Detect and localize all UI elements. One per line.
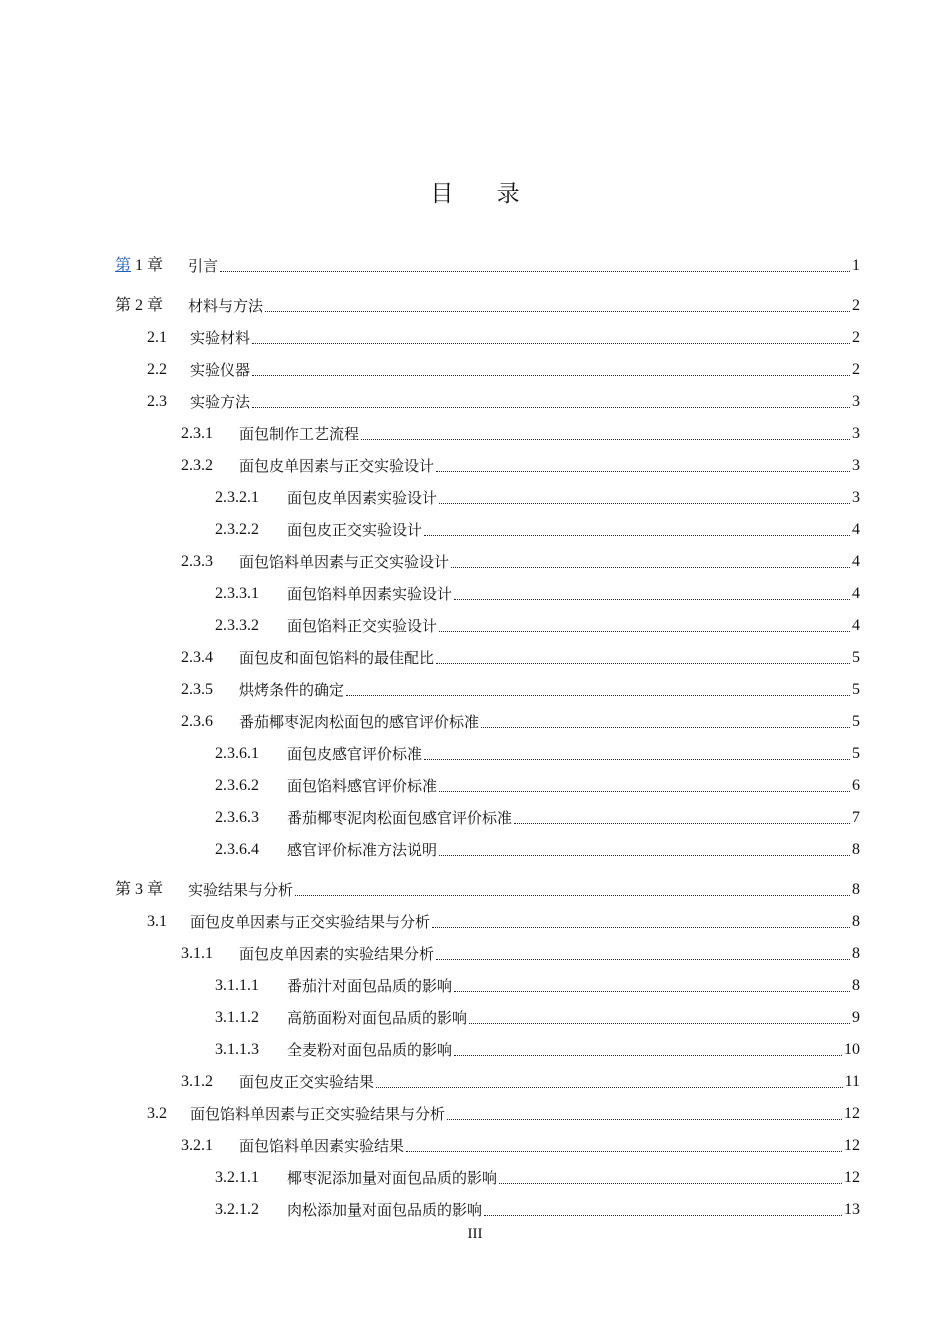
- dot-leader: [346, 694, 850, 696]
- toc-entry[interactable]: [115, 636, 860, 668]
- toc-entry-number: 2.3.3: [181, 553, 213, 570]
- toc-entry[interactable]: [115, 764, 860, 796]
- toc-entry-page: 3: [852, 425, 860, 442]
- toc-entry-number: 2.3.6.1: [215, 745, 259, 762]
- toc-entry-number: 3.2.1.1: [215, 1169, 259, 1186]
- toc-entry-title: 面包馅料单因素实验结果: [239, 1137, 405, 1155]
- toc-entry-page: 8: [852, 945, 860, 962]
- toc-entry[interactable]: [115, 900, 860, 932]
- dot-leader: [439, 502, 850, 504]
- toc-entry-title: 感官评价标准方法说明: [287, 841, 438, 859]
- toc-entry[interactable]: [115, 244, 860, 276]
- toc-entry-number: 3.1.1.3: [215, 1041, 259, 1058]
- toc-entry-number: 2.3.6.4: [215, 841, 259, 858]
- table-of-contents: [115, 244, 860, 1220]
- dot-leader: [432, 926, 850, 928]
- toc-entry-number: 2.3.6: [181, 713, 213, 730]
- dot-leader: [439, 630, 850, 632]
- toc-entry[interactable]: [115, 1188, 860, 1220]
- toc-entry-number: 第 3 章: [115, 881, 164, 898]
- toc-entry-number: 2.3.3.1: [215, 585, 259, 602]
- toc-entry-page: 5: [852, 713, 860, 730]
- dot-leader: [436, 958, 850, 960]
- toc-entry-number: 3.1.1.2: [215, 1009, 259, 1026]
- toc-entry-page: 4: [852, 521, 860, 538]
- toc-entry-number: 3.1.1: [181, 945, 213, 962]
- toc-entry-title: 材料与方法: [188, 297, 264, 315]
- page-number-footer: III: [467, 1226, 483, 1242]
- dot-leader: [484, 1214, 842, 1216]
- toc-entry[interactable]: [115, 732, 860, 764]
- toc-entry[interactable]: [115, 1060, 860, 1092]
- dot-leader: [252, 374, 850, 376]
- toc-entry-title: 面包馅料单因素与正交实验结果与分析: [190, 1105, 446, 1123]
- toc-entry[interactable]: [115, 316, 860, 348]
- dot-leader: [469, 1022, 850, 1024]
- toc-entry[interactable]: [115, 868, 860, 900]
- toc-entry-title: 面包馅料感官评价标准: [287, 777, 438, 795]
- toc-entry-number: 2.3.2.2: [215, 521, 259, 538]
- toc-entry-title: 高筋面粉对面包品质的影响: [287, 1009, 468, 1027]
- toc-entry-title: 实验仪器: [190, 361, 251, 379]
- toc-entry-title: 实验方法: [190, 393, 251, 411]
- toc-entry-number: 2.3.5: [181, 681, 213, 698]
- toc-entry-number: 2.3.6.3: [215, 809, 259, 826]
- dot-leader: [447, 1118, 842, 1120]
- toc-entry-page: 8: [852, 977, 860, 994]
- toc-entry-number: 2.3.2: [181, 457, 213, 474]
- dot-leader: [454, 598, 850, 600]
- toc-entry-title: 面包馅料单因素与正交实验设计: [239, 553, 450, 571]
- dot-leader: [514, 822, 850, 824]
- toc-entry-page: 6: [852, 777, 860, 794]
- toc-entry-page: 12: [844, 1169, 860, 1186]
- dot-leader: [436, 470, 850, 472]
- toc-entry-number: 2.3.6.2: [215, 777, 259, 794]
- toc-entry-page: 5: [852, 649, 860, 666]
- toc-entry-number: 2.2: [147, 361, 167, 378]
- toc-entry[interactable]: [115, 508, 860, 540]
- toc-entry-title: 全麦粉对面包品质的影响: [287, 1041, 453, 1059]
- toc-entry-number: 3.1.1.1: [215, 977, 259, 994]
- toc-entry[interactable]: [115, 412, 860, 444]
- dot-leader: [451, 566, 850, 568]
- toc-entry[interactable]: [115, 380, 860, 412]
- toc-entry-page: 7: [852, 809, 860, 826]
- toc-entry[interactable]: [115, 348, 860, 380]
- toc-entry-number: 3.2.1: [181, 1137, 213, 1154]
- toc-entry-title: 面包皮正交实验设计: [287, 521, 423, 539]
- toc-entry-page: 3: [852, 393, 860, 410]
- dot-leader: [439, 790, 850, 792]
- toc-entry-title: 引言: [188, 257, 219, 275]
- toc-entry-title: 面包皮感官评价标准: [287, 745, 423, 763]
- dot-leader: [220, 270, 850, 272]
- toc-entry-number: 2.3.2.1: [215, 489, 259, 506]
- toc-entry-title: 番茄椰枣泥肉松面包的感官评价标准: [239, 713, 480, 731]
- toc-entry[interactable]: [115, 444, 860, 476]
- toc-entry-page: 10: [844, 1041, 860, 1058]
- toc-entry-title: 实验材料: [190, 329, 251, 347]
- toc-entry-number: 2.1: [147, 329, 167, 346]
- dot-leader: [481, 726, 850, 728]
- toc-entry-title: 面包皮单因素与正交实验设计: [239, 457, 435, 475]
- toc-entry-title: 烘烤条件的确定: [239, 681, 345, 699]
- toc-entry-page: 5: [852, 681, 860, 698]
- dot-leader: [436, 662, 850, 664]
- toc-entry[interactable]: [115, 476, 860, 508]
- toc-entry-number: 2.3: [147, 393, 167, 410]
- toc-entry[interactable]: [115, 828, 860, 860]
- toc-entry[interactable]: [115, 1156, 860, 1188]
- toc-entry-page: 11: [844, 1073, 860, 1090]
- dot-leader: [499, 1182, 842, 1184]
- toc-entry[interactable]: [115, 1028, 860, 1060]
- toc-entry-page: 5: [852, 745, 860, 762]
- toc-entry-page: 4: [852, 617, 860, 634]
- toc-entry[interactable]: [115, 996, 860, 1028]
- toc-entry[interactable]: [115, 932, 860, 964]
- toc-entry-title: 面包皮单因素的实验结果分析: [239, 945, 435, 963]
- toc-entry-number: 3.1.2: [181, 1073, 213, 1090]
- toc-entry-page: 2: [852, 329, 860, 346]
- toc-entry-number-rest: 1 章: [131, 257, 164, 274]
- toc-entry-number: 2.3.4: [181, 649, 213, 666]
- dot-leader: [295, 894, 850, 896]
- toc-entry-number: 3.2: [147, 1105, 167, 1122]
- toc-entry-number: [115, 256, 188, 276]
- toc-entry-page: 3: [852, 489, 860, 506]
- toc-entry-page: 4: [852, 553, 860, 570]
- toc-entry[interactable]: [115, 1092, 860, 1124]
- toc-entry[interactable]: [115, 796, 860, 828]
- dot-leader: [252, 406, 850, 408]
- toc-entry-page: 2: [852, 297, 860, 314]
- toc-entry[interactable]: [115, 604, 860, 636]
- dot-leader: [376, 1086, 843, 1088]
- toc-entry-page: 9: [852, 1009, 860, 1026]
- toc-entry-page: 1: [852, 257, 860, 274]
- toc-entry-number: 3.1: [147, 913, 167, 930]
- toc-entry-number: 第 2 章: [115, 297, 164, 314]
- toc-entry-number: 3.2.1.2: [215, 1201, 259, 1218]
- toc-entry-title: 面包制作工艺流程: [239, 425, 360, 443]
- page-title: 目 录: [430, 181, 538, 207]
- dot-leader: [454, 990, 850, 992]
- toc-entry-title: 面包皮正交实验结果: [239, 1073, 375, 1091]
- toc-entry-page: 8: [852, 881, 860, 898]
- toc-entry-title: 肉松添加量对面包品质的影响: [287, 1201, 483, 1219]
- toc-entry-page: 12: [844, 1105, 860, 1122]
- toc-entry-title: 面包皮和面包馅料的最佳配比: [239, 649, 435, 667]
- toc-entry-page: 13: [844, 1201, 860, 1218]
- toc-entry-page: 8: [852, 841, 860, 858]
- toc-entry-number: 2.3.1: [181, 425, 213, 442]
- toc-entry-title: 实验结果与分析: [188, 881, 294, 899]
- dot-leader: [361, 438, 850, 440]
- toc-entry[interactable]: [115, 700, 860, 732]
- toc-hyperlink[interactable]: 第: [115, 257, 132, 274]
- toc-entry-page: 2: [852, 361, 860, 378]
- dot-leader: [439, 854, 850, 856]
- toc-entry[interactable]: [115, 540, 860, 572]
- toc-entry-page: 12: [844, 1137, 860, 1154]
- toc-entry-title: 番茄椰枣泥肉松面包感官评价标准: [287, 809, 513, 827]
- toc-entry-page: 8: [852, 913, 860, 930]
- dot-leader: [265, 310, 850, 312]
- toc-entry[interactable]: [115, 668, 860, 700]
- toc-entry-title: 面包皮单因素实验设计: [287, 489, 438, 507]
- toc-entry-title: 番茄汁对面包品质的影响: [287, 977, 453, 995]
- toc-entry-title: 椰枣泥添加量对面包品质的影响: [287, 1169, 498, 1187]
- dot-leader: [252, 342, 850, 344]
- dot-leader: [406, 1150, 842, 1152]
- toc-entry-page: 3: [852, 457, 860, 474]
- toc-entry[interactable]: [115, 284, 860, 316]
- toc-entry-page: 4: [852, 585, 860, 602]
- toc-entry-title: 面包馅料正交实验设计: [287, 617, 438, 635]
- dot-leader: [424, 534, 850, 536]
- toc-entry-title: 面包皮单因素与正交实验结果与分析: [190, 913, 431, 931]
- toc-entry[interactable]: [115, 1124, 860, 1156]
- dot-leader: [454, 1054, 842, 1056]
- dot-leader: [424, 758, 850, 760]
- toc-entry[interactable]: [115, 964, 860, 996]
- toc-entry[interactable]: [115, 572, 860, 604]
- toc-entry-number: 2.3.3.2: [215, 617, 259, 634]
- toc-entry-title: 面包馅料单因素实验设计: [287, 585, 453, 603]
